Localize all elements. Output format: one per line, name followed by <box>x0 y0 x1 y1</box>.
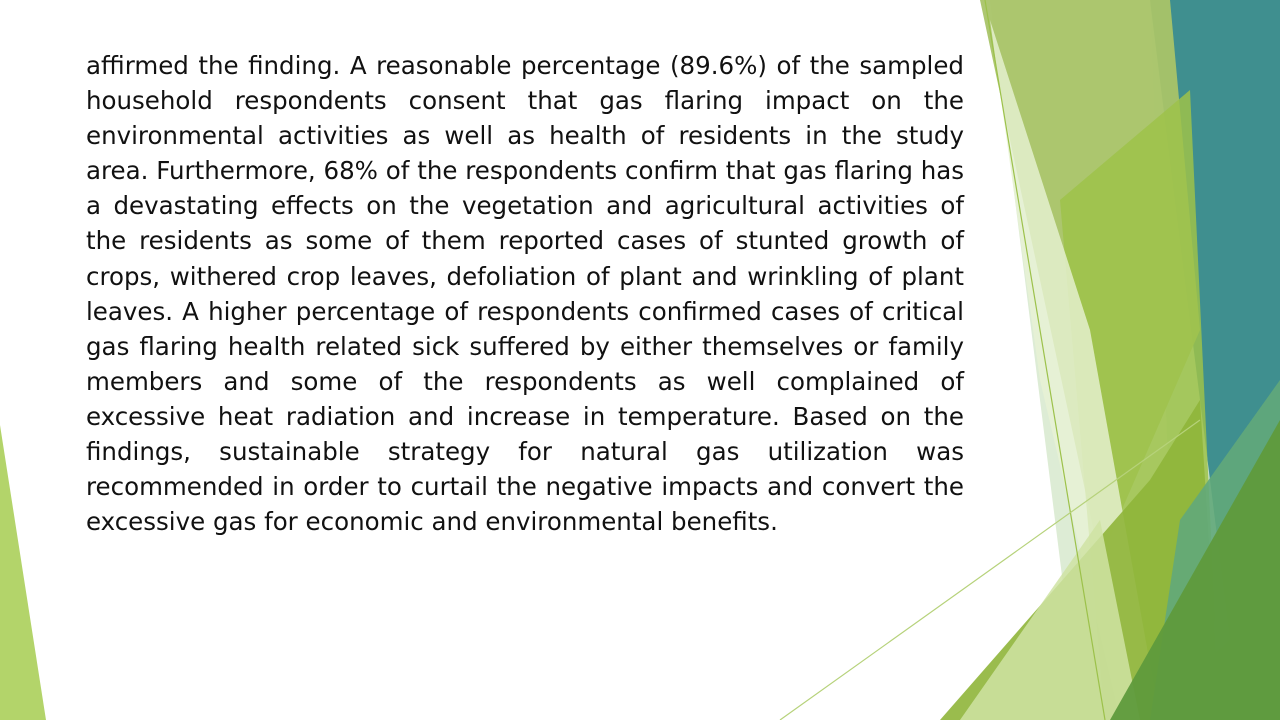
body-paragraph: affirmed the finding. A reasonable percentage (89.6%) of the sampled household respondents consent that gas flaring impact on the environmental activities as well as health of residents in the study area. Furthermore, 68% of the respondents confirm that gas flaring has a devastating effects on the vegetation and agricultural activities of the residents as some of them reported cases of stunted growth of crops, withered crop leaves, defoliation of plant and wrinkling of plant leaves. A higher percentage of respondents confirmed cases of critical gas flaring health related sick suffered by either themselves or family members and some of the respondents as well complained of excessive heat radiation and increase in temperature. Based on the findings, sustainable strategy for natural gas utilization was recommended in order to curtail the negative impacts and convert the excessive gas for economic and environmental benefits. <box>86 51 964 537</box>
left-green-sliver <box>0 425 46 720</box>
